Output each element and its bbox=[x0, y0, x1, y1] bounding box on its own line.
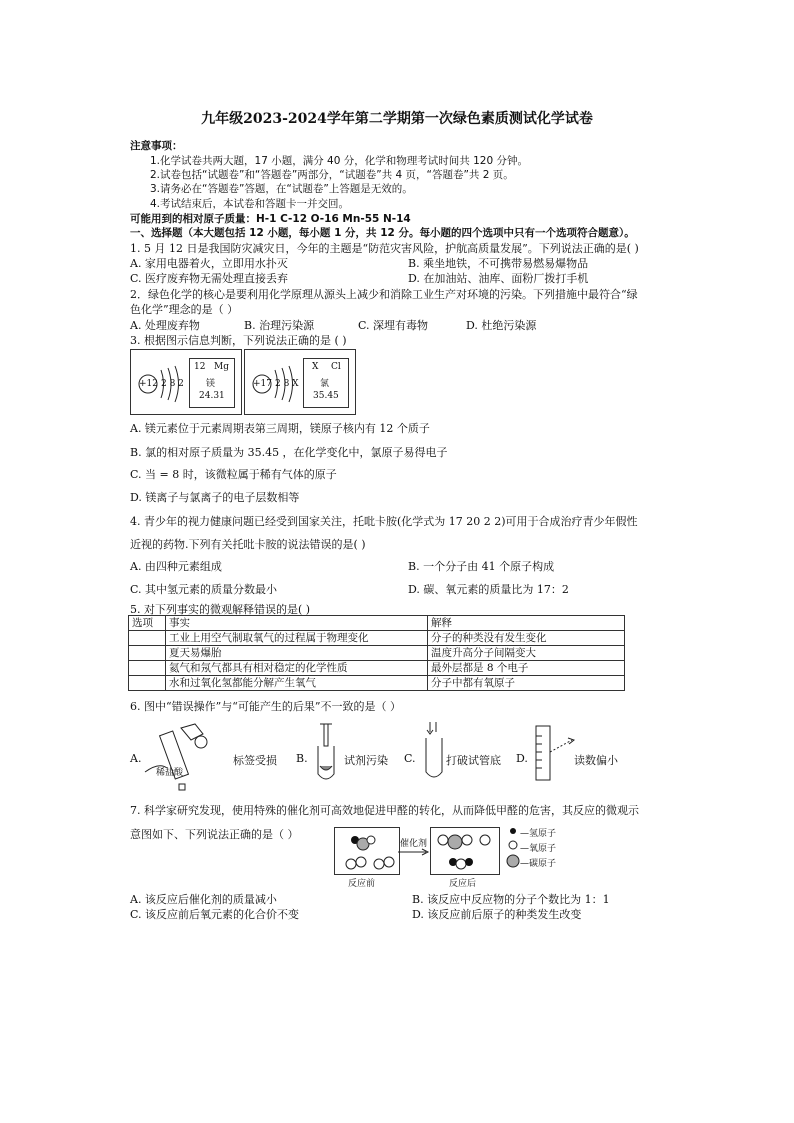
notes-item: 2.试卷包括“试题卷”和“答题卷”两部分，“试题卷”共 4 页，“答题卷”共 2 页。 bbox=[150, 169, 514, 181]
q1-option-b: B. 乘坐地铁，不可携带易燃易爆物品 bbox=[408, 257, 589, 270]
question-4-stem: 4. 青少年的视力健康问题已经受到国家关注，托吡卡胺(化学式为 17 20 2 2)可用于合成治疗青少年假性 bbox=[130, 515, 638, 528]
cl-atomic-number: X bbox=[312, 362, 319, 372]
question-1-stem: 1. 5 月 12 日是我国防灾减灾日，今年的主题是“防范灾害风险，护航高质量发展”。下列说法正确的是( ) bbox=[130, 242, 639, 255]
page-title: 九年级2023-2024学年第二学期第一次绿色素质测试化学试卷 bbox=[201, 111, 593, 127]
legend-oxygen: —氧原子 bbox=[520, 844, 557, 854]
cl-shell-electrons: 2 8 X bbox=[275, 379, 299, 389]
table-header: 选项 bbox=[129, 616, 166, 631]
table-cell: 温度升高分子间隔变大 bbox=[428, 646, 625, 661]
q3-option-a: A. 镁元素位于元素周期表第三周期，镁原子核内有 12 个质子 bbox=[130, 422, 430, 435]
table-header: 解释 bbox=[428, 616, 625, 631]
q6-option-d-letter: D. bbox=[516, 752, 528, 765]
atomic-mass-line: 可能用到的相对原子质量：H-1 C-12 O-16 Mn-55 N-14 bbox=[130, 213, 411, 225]
test-tube-illustration bbox=[422, 720, 448, 782]
notes-heading: 注意事项： bbox=[130, 140, 183, 152]
before-molecules bbox=[335, 828, 399, 874]
mg-figure bbox=[130, 349, 242, 415]
table-cell: 最外层都是 8 个电子 bbox=[428, 661, 625, 676]
notes-item: 4.考试结束后，本试卷和答题卡一并交回。 bbox=[150, 198, 350, 210]
q4-option-a: A. 由四种元素组成 bbox=[130, 560, 222, 573]
table-row bbox=[129, 646, 625, 661]
mg-nucleus-charge: +12 bbox=[139, 379, 158, 389]
table-cell: 夏天易爆胎 bbox=[166, 646, 428, 661]
question-7-stem: 7. 科学家研究发现，使用特殊的催化剂可高效地促进甲醛的转化，从而降低甲醛的危害，其反应的微观示 bbox=[130, 804, 639, 817]
graduated-cylinder-illustration bbox=[532, 722, 576, 784]
dropper-test-tube-illustration bbox=[312, 722, 342, 784]
table-cell bbox=[129, 676, 166, 691]
q6-a-bottle-label: 稀盐酸 bbox=[156, 768, 184, 778]
q7-option-c: C. 该反应前后氧元素的化合价不变 bbox=[130, 908, 300, 921]
mg-symbol: Mg bbox=[214, 362, 229, 372]
cl-name: 氯 bbox=[320, 379, 330, 389]
table-cell: 氦气和氖气都具有相对稳定的化学性质 bbox=[166, 661, 428, 676]
question-3-stem: 3. 根据图示信息判断，下列说法正确的是 ( ) bbox=[130, 334, 347, 347]
q3-option-b: B. 氯的相对原子质量为 35.45 ，在化学变化中，氯原子易得电子 bbox=[130, 446, 448, 459]
q6-option-a-letter: A. bbox=[130, 752, 142, 765]
mg-name: 镁 bbox=[206, 379, 216, 389]
q1-option-a: A. 家用电器着火，立即用水扑灭 bbox=[130, 257, 288, 270]
legend-atom-icons bbox=[506, 826, 520, 870]
q4-option-b: B. 一个分子由 41 个原子构成 bbox=[408, 560, 555, 573]
table-cell bbox=[129, 646, 166, 661]
before-reaction-box bbox=[334, 827, 400, 875]
before-label: 反应前 bbox=[348, 879, 376, 889]
pouring-bottle-illustration bbox=[145, 722, 225, 792]
cl-element-card bbox=[303, 358, 349, 408]
question-4-stem-cont: 近视的药物.下列有关托吡卡胺的说法错误的是( ) bbox=[130, 538, 366, 551]
q4-option-d: D. 碳、氧元素的质量比为 17：2 bbox=[408, 583, 569, 596]
q2-option-d: D. 杜绝污染源 bbox=[466, 319, 537, 332]
question-5-stem: 5. 对下列事实的微观解释错误的是( ) bbox=[130, 603, 311, 616]
notes-item: 1.化学试卷共两大题，17 小题，满分 40 分，化学和物理考试时间共 120 分钟。 bbox=[150, 155, 528, 167]
mg-shell-electrons: 2 8 2 bbox=[161, 379, 184, 389]
cl-figure bbox=[244, 349, 356, 415]
table-cell bbox=[129, 661, 166, 676]
q7-option-d: D. 该反应前后原子的种类发生改变 bbox=[412, 908, 582, 921]
q7-option-b: B. 该反应中反应物的分子个数比为 1：1 bbox=[412, 893, 610, 906]
table-cell: 分子的种类没有发生变化 bbox=[428, 631, 625, 646]
q3-option-c: C. 当 = 8 时，该微粒属于稀有气体的原子 bbox=[130, 468, 337, 481]
q3-option-d: D. 镁离子与氯离子的电子层数相等 bbox=[130, 491, 300, 504]
q6-option-b-result: 试剂污染 bbox=[344, 754, 388, 767]
q1-option-c: C. 医疗废弃物无需处理直接丢弃 bbox=[130, 272, 289, 285]
question-2-stem-cont: 色化学”理念的是（ ） bbox=[130, 303, 239, 316]
after-label: 反应后 bbox=[449, 879, 477, 889]
after-reaction-box bbox=[430, 827, 500, 875]
table-cell: 工业上用空气制取氧气的过程属于物理变化 bbox=[166, 631, 428, 646]
q6-option-d-result: 读数偏小 bbox=[574, 754, 618, 767]
section-heading: 一、选择题（本大题包括 12 小题，每小题 1 分，共 12 分。每小题的四个选项中只有一个选项符合题意）。 bbox=[130, 227, 635, 239]
q6-option-a-result: 标签受损 bbox=[233, 754, 277, 767]
q6-option-c-letter: C. bbox=[404, 752, 416, 765]
mg-element-card bbox=[189, 358, 235, 408]
cl-nucleus-charge: +17 bbox=[253, 379, 272, 389]
q7-option-a: A. 该反应后催化剂的质量减小 bbox=[130, 893, 277, 906]
table-cell: 水和过氧化氢都能分解产生氧气 bbox=[166, 676, 428, 691]
q2-option-a: A. 处理废弃物 bbox=[130, 319, 200, 332]
table-header: 事实 bbox=[166, 616, 428, 631]
table-row bbox=[129, 676, 625, 691]
notes-item: 3.请务必在“答题卷”答题，在“试题卷”上答题是无效的。 bbox=[150, 183, 413, 195]
q5-table bbox=[128, 615, 625, 691]
table-row bbox=[129, 631, 625, 646]
q4-option-c: C. 其中氢元素的质量分数最小 bbox=[130, 583, 278, 596]
q2-option-c: C. 深埋有毒物 bbox=[358, 319, 429, 332]
catalyst-label: 催化剂 bbox=[400, 839, 428, 849]
cl-atomic-mass: 35.45 bbox=[313, 391, 339, 401]
legend-carbon: —碳原子 bbox=[520, 859, 557, 869]
table-cell: 分子中都有氧原子 bbox=[428, 676, 625, 691]
table-row bbox=[129, 661, 625, 676]
cl-symbol: Cl bbox=[331, 362, 341, 372]
table-cell bbox=[129, 631, 166, 646]
question-2-stem: 2．绿色化学的核心是要利用化学原理从源头上减少和消除工业生产对环境的污染。下列措施中最符合“绿 bbox=[130, 288, 638, 301]
q1-option-d: D. 在加油站、油库、面粉厂拨打手机 bbox=[408, 272, 589, 285]
table-header-row bbox=[129, 616, 625, 631]
q6-option-b-letter: B. bbox=[296, 752, 308, 765]
question-7-stem-cont: 意图如下、下列说法正确的是（ ） bbox=[130, 828, 299, 841]
after-molecules bbox=[431, 828, 499, 874]
question-6-stem: 6. 图中“错误操作”与“可能产生的后果”不一致的是（ ） bbox=[130, 700, 401, 713]
mg-atomic-mass: 24.31 bbox=[199, 391, 225, 401]
reaction-arrow-icon bbox=[398, 848, 430, 856]
mg-atomic-number: 12 bbox=[194, 362, 206, 372]
q2-option-b: B. 治理污染源 bbox=[244, 319, 315, 332]
legend-hydrogen: —氢原子 bbox=[520, 829, 557, 839]
q6-option-c-result: 打破试管底 bbox=[446, 754, 501, 767]
